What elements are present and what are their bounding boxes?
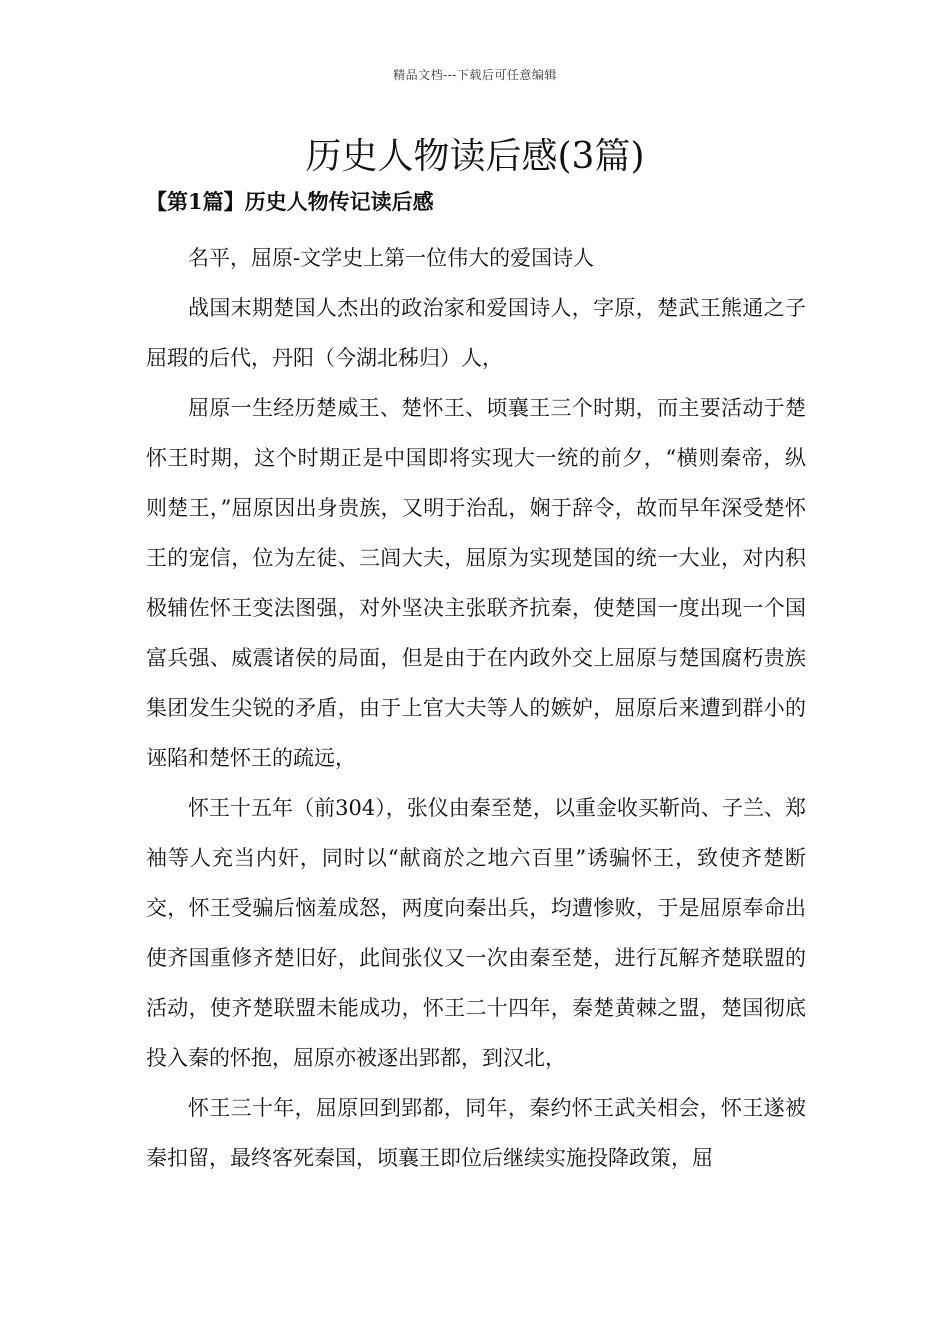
- paragraph: 怀王十五年（前304），张仪由秦至楚，以重金收买靳尚、子兰、郑袖等人充当内奸，同时以“献商於之地六百里”诱骗怀王，致使齐楚断交，怀王受骗后恼羞成怒，两度向秦出兵，均遭惨败，于是屈原奉命出使齐国重修齐楚旧好，此间张仪又一次由秦至楚，进行瓦解齐楚联盟的活动，使齐楚联盟未能成功，怀王二十四年，秦楚黄棘之盟，楚国彻底投入秦的怀抱，屈原亦被逐出郢都，到汉北，: [146, 796, 806, 1070]
- section-heading: 【第1篇】历史人物传记读后感: [146, 189, 434, 214]
- document-title: 历史人物读后感(3篇): [305, 136, 645, 177]
- paragraph: 名平，屈原-文学史上第一位伟大的爱国诗人: [188, 246, 595, 270]
- paragraph: 战国末期楚国人杰出的政治家和爱国诗人，字原，楚武王熊通之子屈瑕的后代，丹阳（今湖北秭归）人，: [146, 296, 806, 370]
- paragraph: 怀王三十年，屈原回到郢都，同年，秦约怀王武关相会，怀王遂被秦扣留，最终客死秦国，顷襄王即位后继续实施投降政策，屈: [146, 1096, 806, 1170]
- paragraph: 屈原一生经历楚威王、楚怀王、顷襄王三个时期，而主要活动于楚怀王时期，这个时期正是中国即将实现大一统的前夕，“横则秦帝，纵则楚王，”屈原因出身贵族，又明于治乱，娴于辞令，故而早年深受楚怀王的宠信，位为左徒、三闾大夫，屈原为实现楚国的统一大业，对内积极辅佐怀王变法图强，对外坚决主张联齐抗秦，使楚国一度出现一个国富兵强、威震诸侯的局面，但是由于在内政外交上屈原与楚国腐朽贵族集团发生尖锐的矛盾，由于上官大夫等人的嫉妒，屈原后来遭到群小的诬陷和楚怀王的疏远，: [146, 396, 806, 770]
- page-header-note: 精品文档---下载后可任意编辑: [393, 68, 557, 82]
- article-body: [146, 233, 806, 1183]
